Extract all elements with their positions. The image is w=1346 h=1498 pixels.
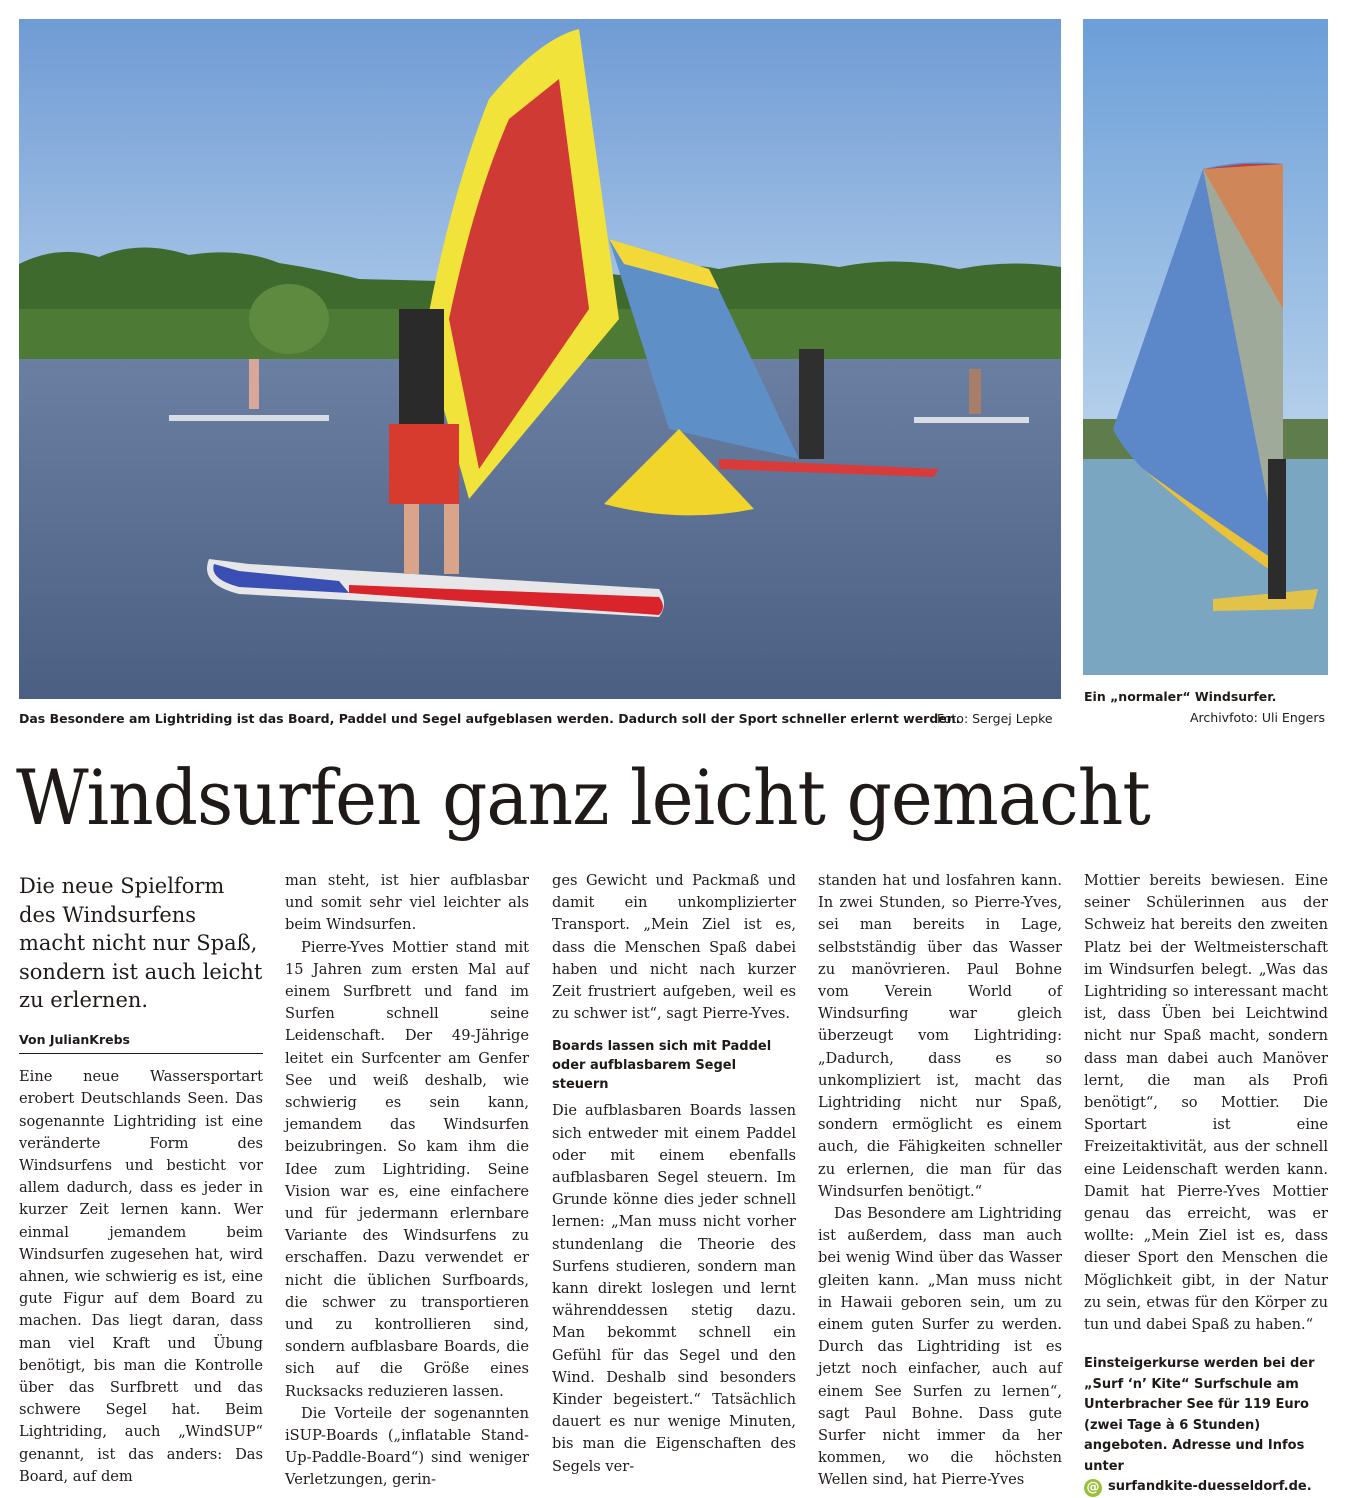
info-text: Einsteigerkurse werden bei der „Surf ‘n’ Kite“ Surfschule am Unterbracher See für 119 Euro (zwei Tage à 6 Stunden) angeboten. Adresse und Infos unter: [1084, 1356, 1315, 1474]
teaser: Die neue Spielform des Windsurfens macht nicht nur Spaß, sondern ist auch leicht zu erlernen.: [19, 874, 263, 1013]
headline: Windsurfen ganz leicht gemacht: [16, 753, 1150, 842]
paragraph: Die Vorteile der sogenannten iSUP-Boards („inflatable Stand-Up-Paddle-Board“) sind weniger Verletzungen, gerin-: [285, 1404, 529, 1489]
column-5: [1084, 870, 1328, 1498]
info-link[interactable]: surfandkite-duesseldorf.de.: [1108, 1479, 1312, 1495]
column-1: [19, 872, 263, 1488]
paragraph: Das Besondere am Lightriding ist außerdem, dass man auch bei wenig Wind über das Wasser gleiten kann. „Man muss nicht in Hawaii geboren sein, um zu einem guten Surfer zu werden. Durch das Lightriding ist es jetzt noch einfacher, auch auf einem See Surfen zu lernen“, sagt Paul Bohne. Dass gute Surfer nicht immer da her kommen, wo die höchsten Wellen sind, hat Pierre-Yves: [818, 1205, 1062, 1489]
info-box: [1084, 1354, 1328, 1498]
main-photo: [19, 19, 1061, 699]
column-4: [818, 870, 1062, 1492]
paragraph: Pierre-Yves Mottier stand mit 15 Jahren zum ersten Mal auf einem Surfbrett und fand im Surfen schnell seine Leidenschaft. Der 49-Jährige leitet ein Surfcenter am Genfer See und weiß deshalb, wie schwierig es sein kann, jemandem das Windsurfen beizubringen. So kam ihm die Idee zum Lightriding. Seine Vision war es, eine einfachere und für jedermann erlernbare Variante des Windsurfens zu erschaffen. Dazu verwendet er nicht die üblichen Surfboards, die schwer zu transportieren und zu kontrollieren sind, sondern aufblasbare Boards, die sich auf die Größe eines Rucksacks reduzieren lassen.: [285, 938, 529, 1400]
side-photo-caption: Ein „normaler“ Windsurfer.: [1084, 689, 1277, 704]
column-3: [552, 870, 796, 1478]
main-photo-caption: Das Besondere am Lightriding ist das Board, Paddel und Segel aufgeblasen werden. Dadurch soll der Sport schneller erlernt werden.: [19, 711, 961, 726]
paragraph: man steht, ist hier aufblasbar und somit sehr viel leichter als beim Windsurfen.: [285, 872, 529, 934]
info-link-row: [1084, 1477, 1328, 1498]
column-2: [285, 870, 529, 1492]
main-photo-credit: Foto: Sergej Lepke: [937, 711, 1053, 726]
side-photo-credit: Archivfoto: Uli Engers: [1190, 710, 1326, 725]
at-icon: @: [1084, 1479, 1102, 1497]
side-photo: [1083, 19, 1328, 675]
paragraph: Eine neue Wassersportart erobert Deutschlands Seen. Das sogenannte Lightriding ist eine veränderte Form des Windsurfens und besticht vor allem dadurch, dass es jeder in kurzer Zeit lernen kann. Wer einmal jemandem beim Windsurfen zugesehen hat, wird ahnen, wie schwierig es ist, eine gute Figur auf dem Board zu machen. Das liegt daran, dass man viel Kraft und Übung benötigt, bis man die Kontrolle über das Surfbrett und das schwere Segel hat. Beim Lightriding, auch „WindSUP“ genannt, ist das anders: Das Board, auf dem: [19, 1068, 263, 1485]
paragraph: Die aufblasbaren Boards lassen sich entweder mit einem Paddel oder mit einem ebenfalls aufblasbaren Segel steuern. Im Grunde könne dies jeder schnell lernen: „Man muss nicht vorher stundenlang die Theorie des Surfens studieren, sondern man kann direkt loslegen und lernt währenddessen stetig dazu. Man bekommt schnell ein Gefühl für das Segel und den Wind. Deshalb sind besonders Kinder begeistert.“ Tatsächlich dauert es nur wenige Minuten, bis man die Eigenschaften des Segels ver-: [552, 1102, 796, 1475]
paragraph: standen hat und losfahren kann. In zwei Stunden, so Pierre-Yves, sei man bereits in Lage, selbstständig über das Wasser zu manövrieren. Paul Bohne vom Verein World of Windsurfing war gleich überzeugt vom Lightriding: „Dadurch, dass es so unkompliziert ist, macht das Lightriding nicht nur Spaß, sondern ermöglicht es einem auch, die Fähigkeiten schneller zu erlernen, die man für das Windsurfen benötigt.“: [818, 872, 1062, 1200]
subheading: Boards lassen sich mit Paddel oder aufblasbarem Segel steuern: [552, 1039, 772, 1093]
byline: Von JulianKrebs: [19, 1029, 263, 1054]
paragraph: ges Gewicht und Packmaß und damit ein unkomplizierter Transport. „Mein Ziel ist es, dass die Menschen Spaß dabei haben und nicht nach kurzer Zeit frustriert aufgeben, weil es zu schwer ist“, sagt Pierre-Yves.: [552, 872, 796, 1023]
paragraph: Mottier bereits bewiesen. Eine seiner Schülerinnen aus der Schweiz hat bereits den zweiten Platz bei der Weltmeisterschaft im Windsurfen belegt. „Was das Lightriding so interessant macht ist, dass Üben bei Leichtwind nicht nur Spaß macht, sondern dass man dabei auch Manöver lernt, die man als Profi benötigt“, so Mottier. Die Sportart ist eine Freizeitaktivität, aus der schnell eine Leidenschaft werden kann. Damit hat Pierre-Yves Mottier genau das erreicht, was er wollte: „Mein Ziel ist es, dass dieser Sport den Menschen die Möglichkeit gibt, in der Natur zu sein, etwas für den Körper zu tun und dabei Spaß zu haben.“: [1084, 872, 1328, 1334]
